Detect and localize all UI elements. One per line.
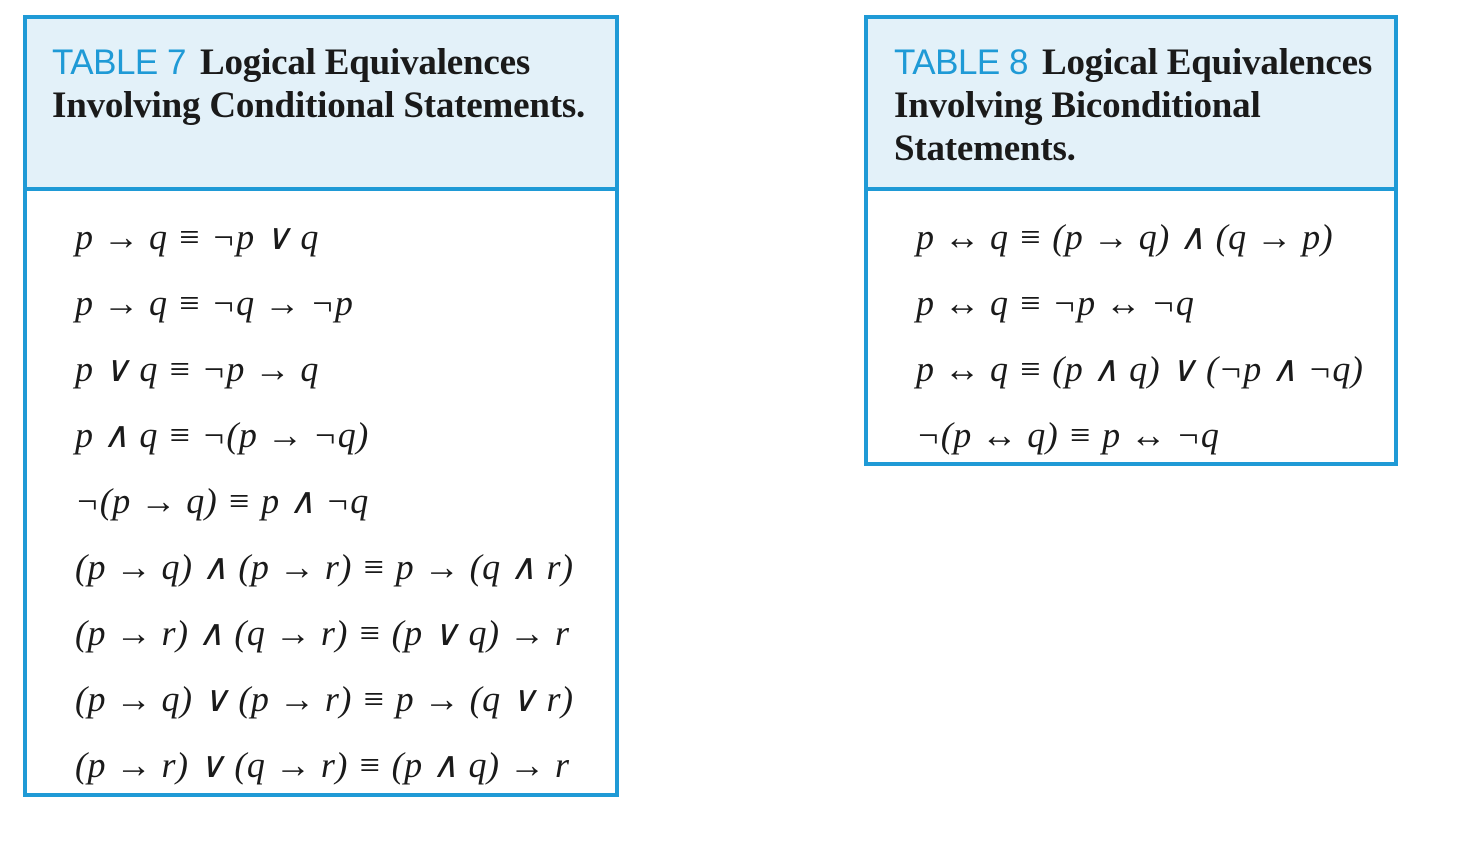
equivalence-row: (p → r) ∨ (q → r) ≡ (p ∧ q) → r xyxy=(75,745,570,785)
equivalence-row: p ∨ q ≡ ¬p → q xyxy=(75,349,319,389)
equivalence-row: p ↔ q ≡ (p ∧ q) ∨ (¬p ∧ ¬q) xyxy=(916,349,1364,389)
table-8-rows xyxy=(868,191,1394,468)
equivalence-row: (p → r) ∧ (q → r) ≡ (p ∨ q) → r xyxy=(75,613,570,653)
table-8 xyxy=(864,15,1398,466)
table-7-label: TABLE 7 xyxy=(52,43,186,82)
equivalence-row: p ↔ q ≡ ¬p ↔ ¬q xyxy=(916,283,1195,323)
equivalence-row: p → q ≡ ¬q → ¬p xyxy=(75,283,354,323)
table-7 xyxy=(23,15,619,797)
equivalence-row: ¬(p → q) ≡ p ∧ ¬q xyxy=(75,481,369,521)
equivalence-row: (p → q) ∧ (p → r) ≡ p → (q ∧ r) xyxy=(75,547,574,587)
table-7-title: Logical Equivalences Involving Conditional Statements. xyxy=(52,42,586,126)
table-8-title: Logical Equivalences Involving Biconditional Statements. xyxy=(894,42,1373,169)
equivalence-row: p ↔ q ≡ (p → q) ∧ (q → p) xyxy=(916,217,1334,257)
equivalence-row: ¬(p ↔ q) ≡ p ↔ ¬q xyxy=(916,415,1220,455)
equivalence-row: p → q ≡ ¬p ∨ q xyxy=(75,217,319,257)
table-7-rows xyxy=(27,191,615,798)
equivalence-row: p ∧ q ≡ ¬(p → ¬q) xyxy=(75,415,369,455)
table-8-label: TABLE 8 xyxy=(894,43,1028,82)
table-7-header xyxy=(27,19,615,191)
table-8-header xyxy=(868,19,1394,191)
equivalence-row: (p → q) ∨ (p → r) ≡ p → (q ∨ r) xyxy=(75,679,574,719)
